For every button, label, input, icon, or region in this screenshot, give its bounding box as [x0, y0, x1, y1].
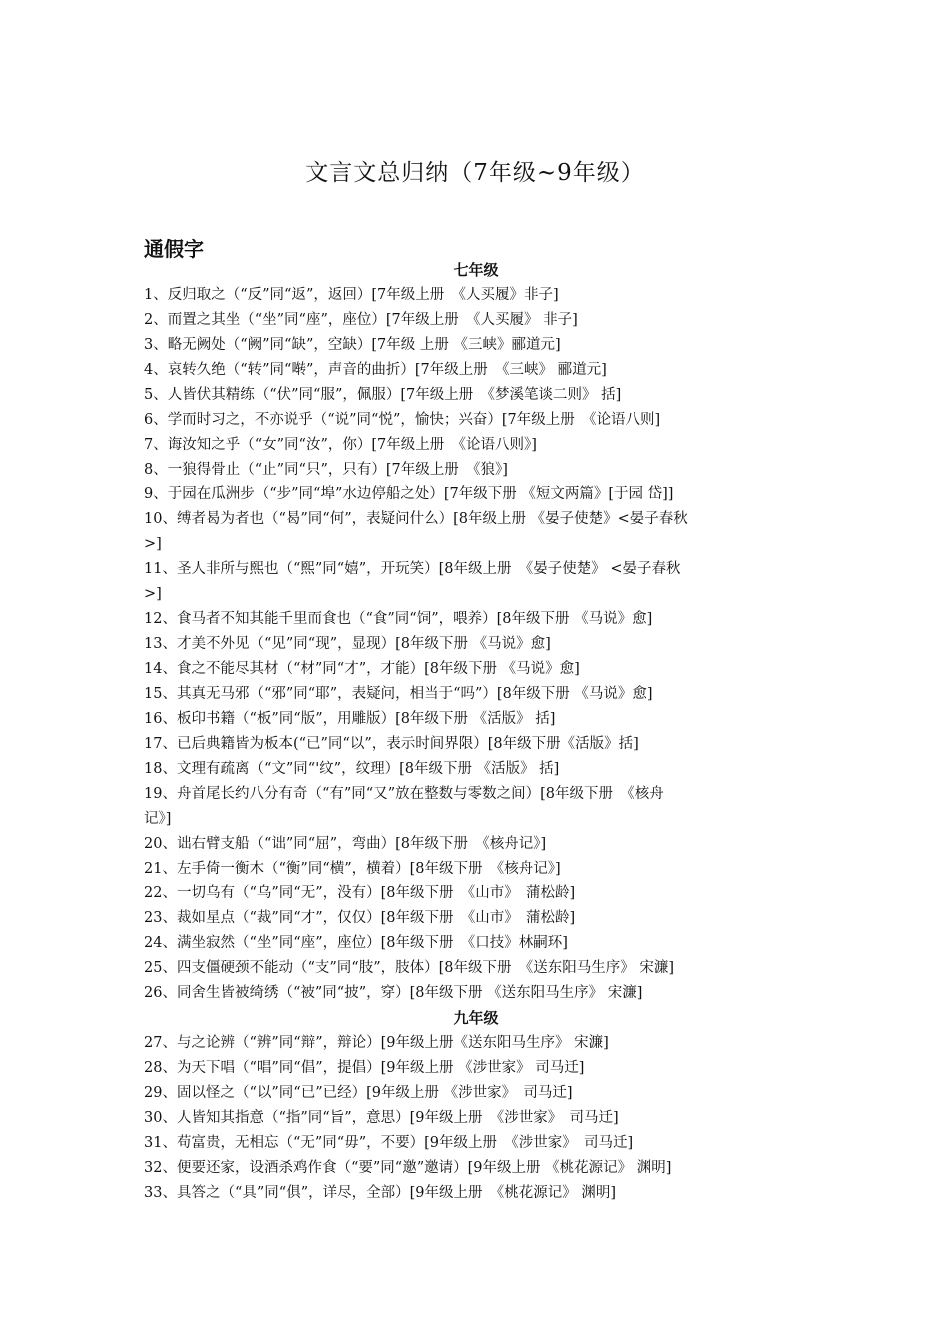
grade-heading: 九年级: [453, 1009, 499, 1028]
entry-continuation: 记》]: [144, 810, 172, 827]
entry-line: 18、文理有疏离（“文”同“'纹”，纹理）[8年级下册 《活版》 括]: [144, 760, 560, 777]
entry-line: 15、其真无马邪（“邪”同“耶”，表疑问，相当于“吗”）[8年级下册 《马说》愈]: [144, 685, 653, 702]
entry-line: 31、苟富贵，无相忘（“无”同“毋”，不要）[9年级上册 《涉世家》 司马迁]: [144, 1134, 634, 1151]
grade-heading: 七年级: [453, 261, 499, 279]
entry-line: 23、裁如星点（“裁”同“才”，仅仅）[8年级下册 《山市》 蒲松龄]: [144, 910, 576, 927]
section-heading: 通假字: [144, 237, 204, 261]
entry-line: 16、板印书籍（“板”同“版”，用雕版）[8年级下册 《活版》 括]: [144, 710, 556, 727]
entry-line: 9、于园在瓜洲步（“步”同“埠”水边停船之处）[7年级下册 《短文两篇》[于园 岱]]: [144, 486, 674, 503]
entry-line: 10、缚者曷为者也（“曷”同“何”，表疑问什么）[8年级上册 《晏子使楚》<晏子春秋: [144, 511, 688, 528]
entry-line: 7、诲汝知之乎（“女”同“汝”，你）[7年级上册 《论语八则》]: [144, 436, 537, 453]
entry-line: 12、食马者不知其能千里而食也（“食”同“饲”，喂养）[8年级下册 《马说》愈]: [144, 611, 653, 628]
entry-line: 13、才美不外见（“见”同“现”，显现）[8年级下册 《马说》愈]: [144, 636, 551, 653]
entry-line: 17、已后典籍皆为板本(“已”同“以”，表示时间界限）[8年级下册《活版》括]: [144, 735, 639, 752]
entry-line: 11、圣人非所与熙也（“熙”同“嬉”，开玩笑）[8年级上册 《晏子使楚》 <晏子春秋: [144, 561, 681, 578]
entry-line: 25、四支僵硬颈不能动（“支”同“肢”，肢体）[8年级下册 《送东阳马生序》 宋濂]: [144, 960, 674, 977]
entry-line: 32、便要还家，设酒杀鸡作食（“要”同“邀”邀请）[9年级上册 《桃花源记》 渊明]: [144, 1159, 672, 1176]
entry-list: [144, 258, 808, 1206]
entry-line: 21、左手倚一衡木（“衡”同“横”，横着）[8年级下册 《核舟记》]: [144, 860, 561, 877]
entry-line: 22、一切乌有（“乌”同“无”，没有）[8年级下册 《山市》 蒲松龄]: [144, 885, 576, 902]
entry-line: 29、固以怪之（“以”同“已”已经）[9年级上册 《涉世家》 司马迁]: [144, 1084, 573, 1101]
entry-continuation: >]: [144, 586, 162, 603]
entry-line: 33、具答之（“具”同“俱”，详尽，全部）[9年级上册 《桃花源记》 渊明]: [144, 1184, 616, 1201]
entry-continuation: >]: [144, 536, 162, 553]
entry-line: 26、同舍生皆被绮绣（“被”同“披”，穿）[8年级下册 《送东阳马生序》 宋濂]: [144, 985, 643, 1002]
entry-line: 20、诎右臂支船（“诎”同“屈”，弯曲）[8年级下册 《核舟记》]: [144, 835, 547, 852]
entry-line: 3、略无阙处（“阙”同“缺”，空缺）[7年级 上册 《三峡》郦道元]: [144, 336, 561, 353]
entry-line: 27、与之论辨（“辨”同“辩”，辩论）[9年级上册《送东阳马生序》 宋濂]: [144, 1035, 609, 1052]
entry-line: 8、一狼得骨止（“止”同“只”，只有）[7年级上册 《狼》]: [144, 461, 508, 478]
entry-line: 14、食之不能尽其材（“材”同“才”，才能）[8年级下册 《马说》愈]: [144, 661, 580, 677]
entry-line: 4、哀转久绝（“转”同“啭”，声音的曲折）[7年级上册 《三峡》 郦道元]: [144, 361, 607, 378]
document-title: 文言文总归纳（7年级~9年级）: [305, 160, 645, 186]
entry-line: 1、反归取之（“反”同“返”，返回）[7年级上册 《人买履》非子]: [144, 286, 559, 303]
entry-line: 30、人皆知其指意（“指”同“旨”，意思）[9年级上册 《涉世家》 司马迁]: [144, 1109, 619, 1126]
entry-line: 2、而置之其坐（“坐”同“座”，座位）[7年级上册 《人买履》 非子]: [144, 311, 578, 328]
entry-line: 6、学而时习之，不亦说乎（“说”同“悦”，愉快；兴奋）[7年级上册 《论语八则]: [144, 411, 661, 428]
entry-line: 5、人皆伏其精练（“伏”同“服”，佩服）[7年级上册 《梦溪笔谈二则》 括]: [144, 386, 622, 403]
entry-line: 19、舟首尾长约八分有奇（“有”同“又”放在整数与零数之间）[8年级下册 《核舟: [144, 785, 664, 802]
entry-line: 24、满坐寂然（“坐”同“座”，座位）[8年级下册 《口技》林嗣环]: [144, 935, 568, 952]
entry-line: 28、为天下唱（“唱”同“倡”，提倡）[9年级上册 《涉世家》 司马迁]: [144, 1060, 585, 1076]
